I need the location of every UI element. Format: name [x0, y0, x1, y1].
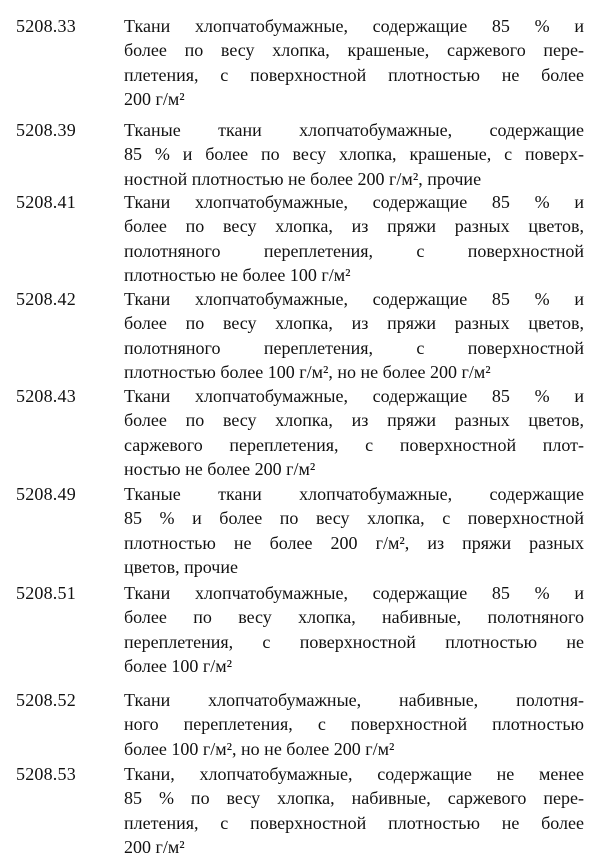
- description-line: более по весу хлопка, из пряжи разных цветов,: [124, 410, 584, 431]
- description-line: более по весу хлопка, крашеные, саржевого пере-: [124, 40, 584, 61]
- tariff-code: 5208.41: [16, 192, 76, 212]
- description-line: Ткани хлопчатобумажные, содержащие 85 % и: [124, 583, 584, 603]
- tariff-description: [124, 688, 584, 761]
- tariff-description: [124, 190, 584, 287]
- description-line: более 100 г/м², но не более 200 г/м²: [124, 738, 395, 759]
- tariff-code: 5208.43: [16, 386, 76, 406]
- description-line: Ткани хлопчатобумажные, содержащие 85 % и: [124, 192, 584, 212]
- description-line: ностной плотностью не более 200 г/м², прочие: [124, 168, 482, 189]
- description-line: более 100 г/м²: [124, 655, 233, 676]
- tariff-description: [124, 581, 584, 678]
- description-line: ностью не более 200 г/м²: [124, 458, 316, 479]
- tariff-code: 5208.33: [16, 16, 76, 36]
- tariff-description: [124, 384, 584, 481]
- description-line: цветов, прочие: [124, 556, 238, 577]
- tariff-code: 5208.39: [16, 120, 76, 140]
- tariff-code: 5208.49: [16, 484, 76, 504]
- description-line: Тканые ткани хлопчатобумажные, содержащие: [124, 484, 584, 504]
- description-line: переплетения, с поверхностной плотностью не: [124, 631, 584, 652]
- tariff-code: 5208.51: [16, 583, 76, 603]
- description-line: более по весу хлопка, набивные, полотняного: [124, 607, 584, 628]
- tariff-code: 5208.53: [16, 764, 76, 784]
- description-line: плотностью не более 100 г/м²: [124, 264, 351, 285]
- description-line: плетения, с поверхностной плотностью не более: [124, 64, 584, 85]
- tariff-description: [124, 118, 584, 191]
- description-line: Тканые ткани хлопчатобумажные, содержащие: [124, 120, 584, 140]
- description-line: 85 % по весу хлопка, набивные, саржевого пере-: [124, 788, 584, 809]
- description-line: Ткани хлопчатобумажные, содержащие 85 % и: [124, 386, 584, 406]
- description-line: 200 г/м²: [124, 836, 185, 857]
- tariff-description: [124, 287, 584, 384]
- description-line: саржевого переплетения, с поверхностной плот-: [124, 434, 584, 455]
- tariff-description: [124, 482, 584, 579]
- description-line: полотняного переплетения, с поверхностной: [124, 240, 584, 261]
- description-line: 85 % и более по весу хлопка, с поверхностной: [124, 508, 584, 529]
- tariff-code: 5208.42: [16, 289, 76, 309]
- tariff-code: 5208.52: [16, 690, 76, 710]
- description-line: более по весу хлопка, из пряжи разных цветов,: [124, 313, 584, 334]
- description-line: 85 % и более по весу хлопка, крашеные, с поверх-: [124, 144, 584, 165]
- description-line: Ткани хлопчатобумажные, набивные, полотня-: [124, 690, 584, 710]
- description-line: ного переплетения, с поверхностной плотностью: [124, 714, 584, 735]
- description-line: Ткани хлопчатобумажные, содержащие 85 % и: [124, 16, 584, 36]
- description-line: Ткани, хлопчатобумажные, содержащие не менее: [124, 764, 584, 784]
- description-line: более по весу хлопка, из пряжи разных цветов,: [124, 216, 584, 237]
- tariff-description: [124, 14, 584, 111]
- description-line: Ткани хлопчатобумажные, содержащие 85 % и: [124, 289, 584, 309]
- description-line: полотняного переплетения, с поверхностной: [124, 337, 584, 358]
- description-line: плетения, с поверхностной плотностью не более: [124, 812, 584, 833]
- tariff-description: [124, 762, 584, 859]
- description-line: 200 г/м²: [124, 88, 185, 109]
- description-line: плотностью более 100 г/м², но не более 200 г/м²: [124, 361, 491, 382]
- description-line: плотностью не более 200 г/м², из пряжи разных: [124, 532, 584, 553]
